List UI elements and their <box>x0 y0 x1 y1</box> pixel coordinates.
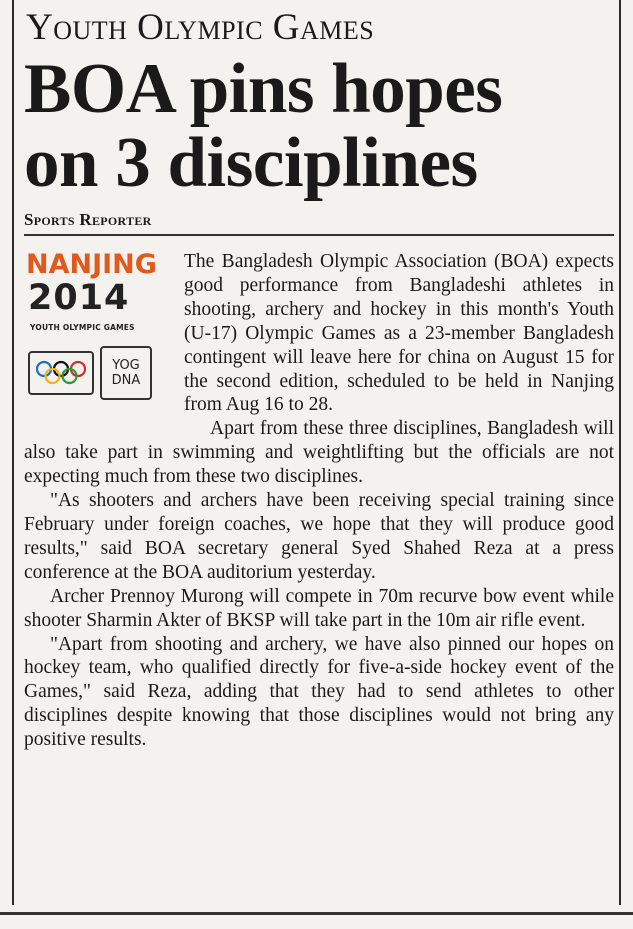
column-rule-left <box>12 0 14 905</box>
bottom-rule <box>0 912 633 915</box>
paragraph-5: "Apart from shooting and archery, we have also pinned our hopes on hockey team, who qualified directly for five-a-side hockey event of the Games," said Reza, adding that they had to send athletes to other disciplines despite knowing that those disciplines would not bring any positive results. <box>24 633 614 751</box>
paragraph-2: Apart from these three disciplines, Bangladesh will also take part in swimming and weightlifting but the officials are not expecting much from these two disciplines. <box>24 418 614 488</box>
article-kicker: Youth Olympic Games <box>26 7 375 48</box>
badge-line-1: YOG <box>112 357 140 373</box>
article-byline: Sports Reporter <box>24 210 614 236</box>
logo-subtitle: YOUTH OLYMPIC GAMES <box>30 323 135 332</box>
headline-line-1: BOA pins hopes <box>24 50 503 128</box>
paragraph-3: "As shooters and archers have been receiving special training since February under foreign coaches, we hope that they will produce good results," said BOA secretary general Syed Shahed Reza at a press conference at the BOA auditorium yesterday. <box>24 490 614 583</box>
news-article <box>24 6 614 752</box>
yog-dna-badge <box>100 346 152 400</box>
nanjing-2014-logo <box>24 250 174 416</box>
logo-city: NANJING <box>26 249 157 280</box>
paragraph-4: Archer Prennoy Murong will compete in 70m recurve bow event while shooter Sharmin Akter of BKSP will take part in the 10m air rifle event. <box>24 585 614 631</box>
badge-line-2: DNA <box>111 372 141 388</box>
paragraph-1: The Bangladesh Olympic Association (BOA) expects good performance from Bangladeshi athletes in shooting, archery and hockey in this month's Youth (U-17) Olympic Games as a 23-member Bangladesh contingent will leave here for china on August 15 for the second edition, scheduled to be held in Nanjing from Aug 16 to 28. <box>184 251 614 416</box>
article-body <box>24 250 614 752</box>
article-headline <box>24 52 614 200</box>
column-rule-right <box>619 0 621 905</box>
logo-badges <box>28 346 174 400</box>
headline-line-2: on 3 disciplines <box>24 124 478 202</box>
logo-year: 2014 <box>28 278 130 318</box>
olympic-rings-icon <box>28 351 94 395</box>
